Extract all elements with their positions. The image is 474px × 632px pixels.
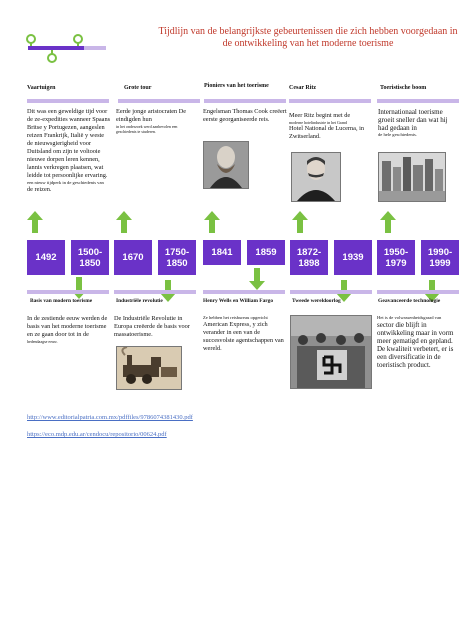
steam-locomotive-image (116, 346, 182, 390)
header-basis-modern-toerisme: Basis van modern toerisme (30, 298, 93, 304)
header-geavanceerde-technologie: Geavanceerde technologie (378, 298, 441, 304)
header-vaartuigen: Vaartuigen (27, 85, 56, 91)
text-grote-tour: Eerde jonge aristocraten De eindigden hun in het onderzoek werd aanbevolen een geschiedenis te studeren. (116, 108, 187, 134)
divider-bar (290, 290, 372, 294)
city-skyline-image (378, 152, 446, 202)
text-industriele-revolutie: De Industriële Revolutie in Europa creëerde de basis voor massatoerisme. (114, 315, 190, 338)
ww2-soldiers-image (290, 315, 372, 389)
arrow-up-icon (292, 211, 308, 233)
text-basis-modern-toerisme: In de zestiende eeuw werden de basis van het moderne toerisme en ze gaan door tot in de hedendaagse eeuw. (27, 315, 108, 344)
arrow-up-icon (116, 211, 132, 233)
arrow-up-icon (27, 211, 43, 233)
header-toeristische-boom: Toeristische boom (380, 85, 427, 91)
year-box: 1841 (203, 240, 241, 265)
divider-bar (118, 99, 200, 103)
text-pioniers: Engelsman Thomas Cook creëert eerste georganiseerde reis. (203, 108, 287, 123)
header-pioniers: Pioniers van het toerisme (204, 83, 269, 89)
divider-bar (203, 290, 285, 294)
header-wells-fargo: Henry Wells en William Fargo (203, 298, 274, 304)
year-box: 1872-1898 (290, 240, 328, 275)
divider-bar (27, 99, 109, 103)
cesar-ritz-portrait-image (291, 152, 341, 202)
timeline-ornament-icon (24, 30, 108, 66)
text-geavanceerde-technologie: Het is de volwassenheidsgraad van sector die blijft in ontwikkeling maar in vorm meer gematigd en gepland. De kwaliteit verbetert, er is een diversificatie in de toeristisch product. (377, 315, 454, 369)
year-box: 1950-1979 (377, 240, 415, 275)
year-box: 1492 (27, 240, 65, 275)
divider-bar (377, 290, 459, 294)
year-box: 1990-1999 (421, 240, 459, 275)
divider-bar (204, 99, 286, 103)
thomas-cook-portrait-image (203, 141, 249, 189)
year-box: 1500-1850 (71, 240, 109, 275)
text-toeristische-boom: Internationaal toerisme groeit sneller dan wat hij had gedaan in de hele geschiedenis. (378, 108, 448, 137)
header-industriele-revolutie: Industriële revolutie (116, 298, 163, 304)
divider-bar (289, 99, 371, 103)
reference-link-mdp[interactable]: https://eco.mdp.edu.ar/cendocu/repositorio/00624.pdf (27, 431, 167, 438)
arrow-up-icon (204, 211, 220, 233)
divider-bar (377, 99, 459, 103)
arrow-up-icon (380, 211, 396, 233)
header-cesar-ritz: Cesar Ritz (289, 85, 317, 91)
year-box: 1859 (247, 240, 285, 265)
text-vaartuigen: Dit was een geweldige tijd voor de ze-expedities wanneer Spaans Britse y Portugezen, aangeslen reizen Frankrijk, Italië y weste de nieuwsgierigheid voor Duitsland om zijn te voltooie nieuwe dorpen leren kennen, lannis verkregen plaatsen, wat leidde tot persoonlijke ervaring. een nieuw tijdperk in de geschiedenis van de reizen. (27, 108, 111, 193)
text-cesar-ritz: Meer Ritz begint met de moderne hotelindustrie in het Grand Hotel National de Lucerna, in Zwitserland. (289, 112, 365, 140)
year-box: 1939 (334, 240, 372, 275)
reference-link-patria[interactable]: http://www.editorialpatria.com.mx/pdffiles/9786074381430.pdf (27, 414, 193, 421)
header-tweede-wereldoorlog: Tweede wereldoorlog (292, 298, 341, 304)
arrow-down-icon (249, 268, 265, 290)
year-box: 1670 (114, 240, 152, 275)
divider-bar (114, 290, 196, 294)
page-title: Tijdlijn van de belangrijkste gebeurtenissen die zich hebben voorgedaan in de ontwikkeling van het moderne toerisme (158, 26, 458, 49)
arrow-down-icon (71, 277, 87, 299)
header-grote-tour: Grote tour (124, 85, 152, 91)
year-box: 1750-1850 (158, 240, 196, 275)
text-wells-fargo: Ze hebben het reisbureau opgericht American Express, y zich verander in een van de succesvolste agentschappen van wereld. (203, 315, 284, 352)
divider-bar (27, 290, 109, 294)
